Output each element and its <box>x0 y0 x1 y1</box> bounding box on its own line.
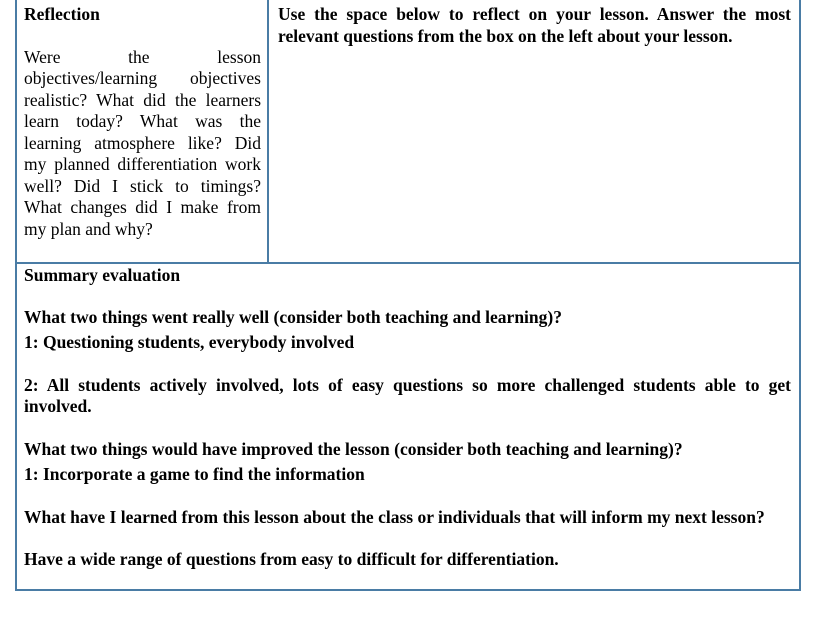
went-well-answer-2: 2: All students actively involved, lots of easy questions so more challenged students able to get involved. <box>24 374 791 416</box>
went-well-question: What two things went really well (consider both teaching and learning)? <box>24 306 562 327</box>
reflection-prompt-cell <box>17 0 269 262</box>
reflection-prompt-text: Were the lesson objectives/learning objectives realistic? What did the learners learn today? What was the learning atmosphere like? Did my planned differentiation work well? Did I stick to timings? What changes did I make from my plan and why? <box>24 46 261 239</box>
summary-evaluation-cell <box>17 264 799 589</box>
summary-heading: Summary evaluation <box>24 265 181 285</box>
reflection-heading: Reflection <box>24 4 100 24</box>
learned-answer: Have a wide range of questions from easy to difficult for differentiation. <box>24 549 559 569</box>
reflection-row <box>17 0 799 264</box>
went-well-answer-1: 1: Questioning students, everybody involved <box>24 332 355 352</box>
reflection-instruction: Use the space below to reflect on your lesson. Answer the most relevant questions from the box on the left about your lesson. <box>278 4 791 46</box>
lesson-reflection-table <box>15 0 801 591</box>
learned-question: What have I learned from this lesson about the class or individuals that will inform my next lesson? <box>24 506 765 527</box>
reflection-answer-cell[interactable] <box>271 0 799 262</box>
improve-answer-1: 1: Incorporate a game to find the information <box>24 464 365 484</box>
improve-question: What two things would have improved the lesson (consider both teaching and learning)? <box>24 438 683 459</box>
